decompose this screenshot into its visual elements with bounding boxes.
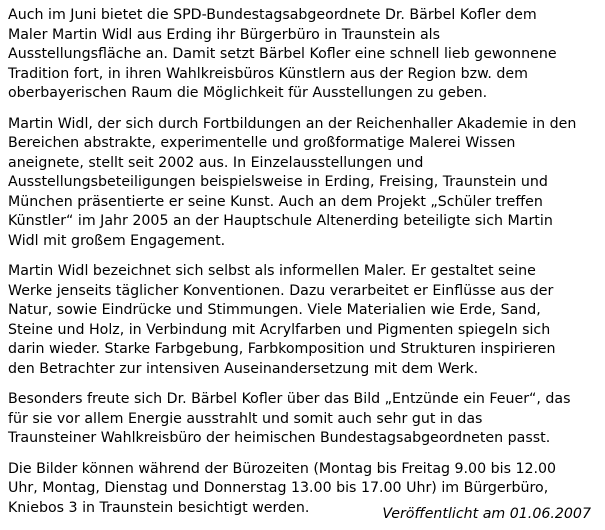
text-line: Tradition fort, in ihren Wahlkreisbüros Künstlern aus der Region bzw. dem bbox=[8, 65, 528, 82]
text-line: Steine und Holz, in Verbindung mit Acrylfarben und Pigmenten spiegeln sich bbox=[8, 321, 551, 338]
published-date: Veröffentlicht am 01.06.2007 bbox=[382, 506, 591, 522]
article-body bbox=[8, 6, 598, 529]
text-line: aneignete, stellt seit 2002 aus. In Einzelausstellungen und bbox=[8, 154, 424, 171]
text-line: Traunsteiner Wahlkreisbüro der heimischen Bundestagsabgeordneten passt. bbox=[8, 430, 551, 446]
text-line: Uhr, Montag, Dienstag und Donnerstag 13.00 bis 17.00 Uhr) im Bürgerbüro, bbox=[8, 480, 549, 496]
text-line: Bereichen abstrakte, experimentelle und großformatige Malerei Wissen bbox=[8, 135, 516, 151]
text-line: Widl mit großem Engagement. bbox=[8, 232, 226, 249]
text-line: Künstler“ im Jahr 2005 an der Hauptschule Altenerding beteiligte sich Martin bbox=[8, 213, 553, 229]
paragraph-artist-background bbox=[8, 115, 598, 252]
paragraph-intro bbox=[8, 6, 598, 104]
text-line: Besonders freute sich Dr. Bärbel Kofler über das Bild „Entzünde ein Feuer“, das bbox=[8, 391, 571, 407]
text-line: Natur, sowie Eindrücke und Stimmungen. Viele Materialien wie Erde, Sand, bbox=[8, 302, 541, 318]
text-line: Werke jenseits täglicher Konventionen. Dazu verarbeitet er Einflüsse aus der bbox=[8, 282, 554, 299]
text-line: den Betrachter zur intensiven Auseinandersetzung mit dem Werk. bbox=[8, 360, 479, 377]
text-line: Kniebos 3 in Traunstein besichtigt werden. bbox=[8, 499, 310, 516]
text-line: München präsentierte er seine Kunst. Auch an dem Projekt „Schüler treffen bbox=[8, 193, 543, 210]
text-line: oberbayerischen Raum die Möglichkeit für Ausstellungen zu geben. bbox=[8, 85, 488, 101]
text-line: Martin Widl bezeichnet sich selbst als informellen Maler. Er gestaltet seine bbox=[8, 263, 536, 279]
text-line: für sie vor allem Energie ausstrahlt und somit auch sehr gut in das bbox=[8, 410, 483, 427]
text-line: Auch im Juni bietet die SPD-Bundestagsabgeordnete Dr. Bärbel Kofler dem bbox=[8, 7, 537, 23]
text-line: Maler Martin Widl aus Erding ihr Bürgerbüro in Traunstein als bbox=[8, 26, 440, 43]
text-line: Die Bilder können während der Bürozeiten (Montag bis Freitag 9.00 bis 12.00 bbox=[8, 460, 557, 477]
text-line: darin wieder. Starke Farbgebung, Farbkomposition und Strukturen inspirieren bbox=[8, 341, 556, 357]
text-line: Ausstellungsfläche an. Damit setzt Bärbel Kofler eine schnell lieb gewonnene bbox=[8, 46, 557, 62]
text-line: Martin Widl, der sich durch Fortbildungen an der Reichenhaller Akademie in den bbox=[8, 115, 577, 132]
paragraph-artist-style bbox=[8, 262, 598, 379]
paragraph-favorite-painting bbox=[8, 390, 598, 449]
text-line: Ausstellungsbeteiligungen beispielsweise in Erding, Freising, Traunstein und bbox=[8, 174, 548, 190]
